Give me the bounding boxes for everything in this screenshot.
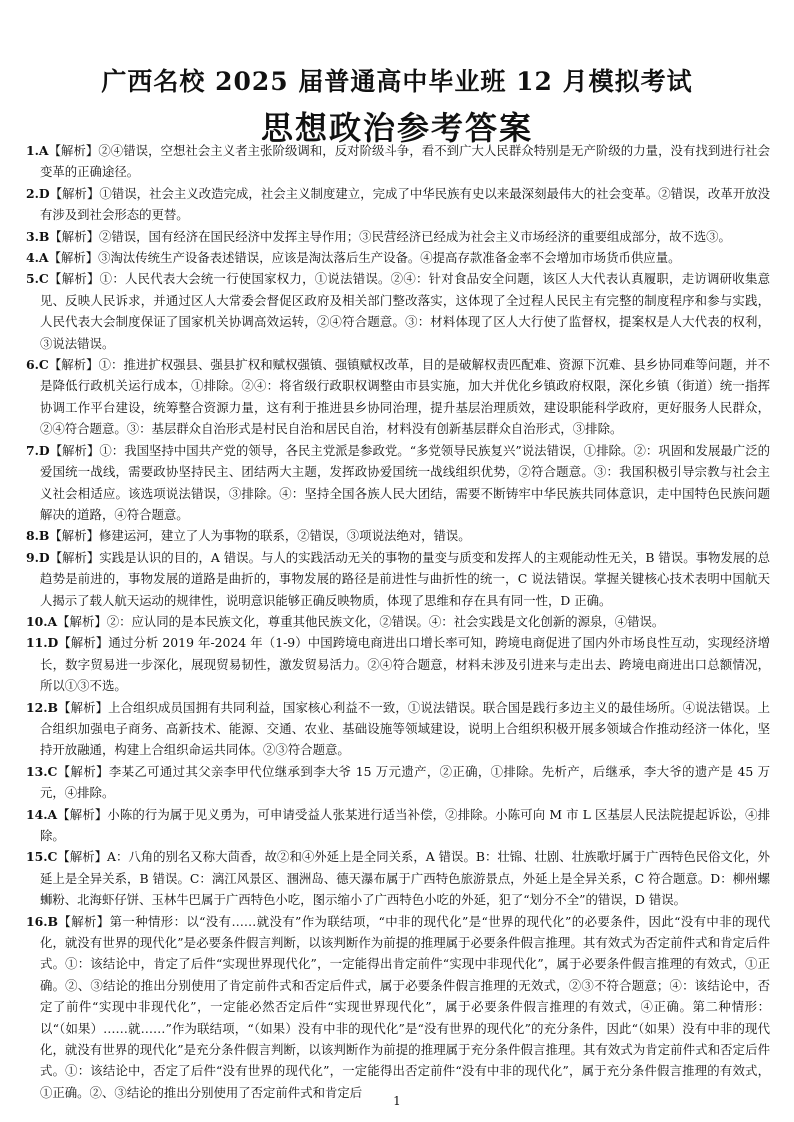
answer-number: 13.C [26,763,58,779]
answer-text: 【解析】通过分析 2019 年-2024 年（1-9）中国跨境电商进出口增长率可知，跨境电商促进了国内外市场良性互动，实现经济增长，数字贸易进一步深化，展现贸易韧性，激发贸易活力。②④符合题意，材料未涉及引进来与走出去、跨境电商进出口总额情况，所以①③不选。 [40,635,770,694]
answer-item [26,846,770,910]
answer-number: 14.A [26,806,58,822]
answer-number: 10.A [26,613,58,629]
answer-number: 8.B [26,528,50,544]
answer-text: 【解析】第一种情形：以“没有……就没有”作为联结项，“中非的现代化”是“世界的现代化”的必要条件，因此“没有中非的现代化，就没有世界的现代化”是必要条件假言判断，以该判断作为前提的推理属于必要条件假言推理。其有效式为否定前件式和肯定后件式。①：该结论中，肯定了后件“实现世界现代化”，一定能得出肯定前件“实现中非现代化”，属于必要条件假言推理的有效式，①正确。②、③结论的推出分别使用了肯定前件式和否定后件式，属于必要条件假言推理的无效式，②③不符合题意；④：该结论中，否定了前件“实现中非现代化”，一定能必然否定后件“实现世界现代化”，属于必要条件假言推理的有效式，④正确。第二种情形：以“（如果）……就……”作为联结项，“（如果）没有中非的现代化”是“没有世界的现代化”的充分条件，因此“（如果）没有中非的现代化，就没有世界的现代化”是充分条件假言判断，以该判断作为前提的推理属于充分条件假言推理。其有效式为肯定前件式和否定后件式。①：该结论中，否定了后件“没有世界的现代化”，一定能得出否定前件“没有中非的现代化”，属于充分条件假言推理的有效式，①正确。②、③结论的推出分别使用了否定前件式和肯定后 [40,913,770,1100]
page-number: 1 [393,1094,401,1108]
answer-text: 【解析】②错误，国有经济在国民经济中发挥主导作用；③民营经济已经成为社会主义市场经济的重要组成部分，故不选③。 [49,228,731,244]
answer-item [26,440,770,526]
answer-number: 9.D [26,549,50,565]
answer-item [26,268,770,354]
answer-text: 【解析】③淘汰传统生产设备表述错误，应该是淘汰落后生产设备。④提高存款准备金率不会增加市场货币供应量。 [48,250,681,266]
answer-text: 【解析】①：人民代表大会统一行使国家权力，①说法错误。②④：针对食品安全问题，该区人大代表认真履职，走访调研收集意见、反映人民诉求，并通过区人大常委会督促区政府及相关部门整改落实，这体现了全过程人民民主有完整的制度程序和参与实践，人民代表大会制度保证了国家机关协调高效运转，②④符合题意。③：材料体现了区人大行使了监督权，提案权是人大代表的权利，③说法错误。 [40,271,770,351]
exam-title: 广西名校 2025 届普通高中毕业班 12 月模拟考试 [101,67,693,96]
answer-number: 11.D [26,635,59,651]
answer-number: 15.C [26,849,58,865]
answer-item [26,525,770,546]
answer-number: 6.C [26,357,49,373]
answer-number: 3.B [26,228,50,244]
answer-item [26,697,770,761]
answer-item [26,247,770,268]
answer-text: 【解析】李某乙可通过其父亲李甲代位继承到李大爷 15 万元遗产，②正确，①排除。先析产，后继承，李大爷的遗产是 45 万元，④排除。 [40,763,770,801]
answer-key-heading: 思想政治参考答案 [260,109,533,147]
answer-text: 【解析】修建运河，建立了人为事物的联系，②错误，③项说法绝对，错误。 [49,528,471,544]
answer-item [26,183,770,226]
answer-number: 16.B [26,913,59,929]
answer-item [26,911,770,1104]
answer-list [26,140,770,1103]
answer-item [26,804,770,847]
answer-text: 【解析】①：推进扩权强县、强县扩权和赋权强镇、强镇赋权改革，目的是破解权责匹配难、资源下沉难、县乡协同难等问题，并不是降低行政机关运行成本，①排除。②④：将省级行政职权调整由市县实施，加大并优化乡镇政府权限，深化乡镇（街道）统一指挥协调工作平台建设，统筹整合资源力量，这有利于推进县乡协同治理，提升基层治理质效，建设职能科学政府，更好服务人民群众，②④符合题意。③：基层群众自治形式是村民自治和居民自治，材料没有创新基层群众自治形式，③排除。 [40,357,770,437]
answer-number: 4.A [26,250,49,266]
answer-item [26,632,770,696]
answer-item [26,226,770,247]
answer-number: 1.A [26,143,49,158]
answer-number: 5.C [26,271,49,287]
answer-text: 【解析】②④错误，空想社会主义者主张阶级调和，反对阶级斗争，看不到广大人民群众特别是无产阶级的力量，没有找到进行社会变革的正确途径。 [40,143,770,180]
answer-text: 【解析】实践是认识的目的，A 错误。与人的实践活动无关的事物的量变与质变和发挥人的主观能动性无关，B 错误。事物发展的总趋势是前进的，事物发展的道路是曲折的，事物发展的路径是前进性与曲折性的统一，C 说法错误。掌握关键核心技术表明中国航天人揭示了载人航天运动的规律性，说明意识能够正确反映物质，体现了思维和存在具有同一性，D 正确。 [40,549,770,608]
answer-text: 【解析】①：我国坚持中国共产党的领导，各民主党派是参政党。“多党领导民族复兴”说法错误，①排除。②：巩固和发展最广泛的爱国统一战线，需要政协坚持民主、团结两大主题，发挥政协爱国统一战线组织优势，②符合题意。③：我国积极引导宗教与社会主义社会相适应。该选项说法错误，③排除。④：坚持全国各族人民大团结，需要不断铸牢中华民族共同体意识，走中国特色民族问题解决的道路，④符合题意。 [40,442,770,522]
answer-number: 2.D [26,185,50,201]
answer-item [26,761,770,804]
answer-item [26,354,770,440]
answer-text: 【解析】②：应认同的是本民族文化，尊重其他民族文化，②错误。④：社会实践是文化创新的源泉，④错误。 [57,613,665,629]
answer-text: 【解析】上合组织成员国拥有共同利益，国家核心利益不一致，①说法错误。联合国是践行多边主义的最佳场所。④说法错误。上合组织加强电子商务、高新技术、能源、交通、农业、基础设施等领域建设，说明上合组织积极开展多领域合作推动经济一体化，坚持开放融通，构建上合组织命运共同体。②③符合题意。 [40,699,770,758]
answer-item [26,547,770,611]
answer-item [26,611,770,632]
answer-item [26,140,770,183]
answer-text: 【解析】①错误，社会主义改造完成，社会主义制度建立，完成了中华民族有史以来最深刻最伟大的社会变革。②错误，改革开放没有涉及到社会形态的更替。 [40,185,770,223]
answer-text: 【解析】小陈的行为属于见义勇为，可申请受益人张某进行适当补偿，②排除。小陈可向 M 市 L 区基层人民法院提起诉讼，④排除。 [40,806,770,843]
answer-text: 【解析】A：八角的别名又称大茴香，故②和④外延上是全同关系，A 错误。B：壮锦、壮剧、壮族歌圩属于广西特色民俗文化，外延上是全异关系，B 错误。C：漓江风景区、涠洲岛、德天瀑布属于广西特色旅游景点，外延上是全异关系，C 符合题意。D：柳州螺蛳粉、北海虾仔饼、玉林牛巴属于广西特色小吃，图示缩小了广西特色小吃的外延，犯了“划分不全”的错误，D 错误。 [40,849,770,908]
answer-number: 12.B [26,699,59,715]
answer-number: 7.D [26,442,50,458]
